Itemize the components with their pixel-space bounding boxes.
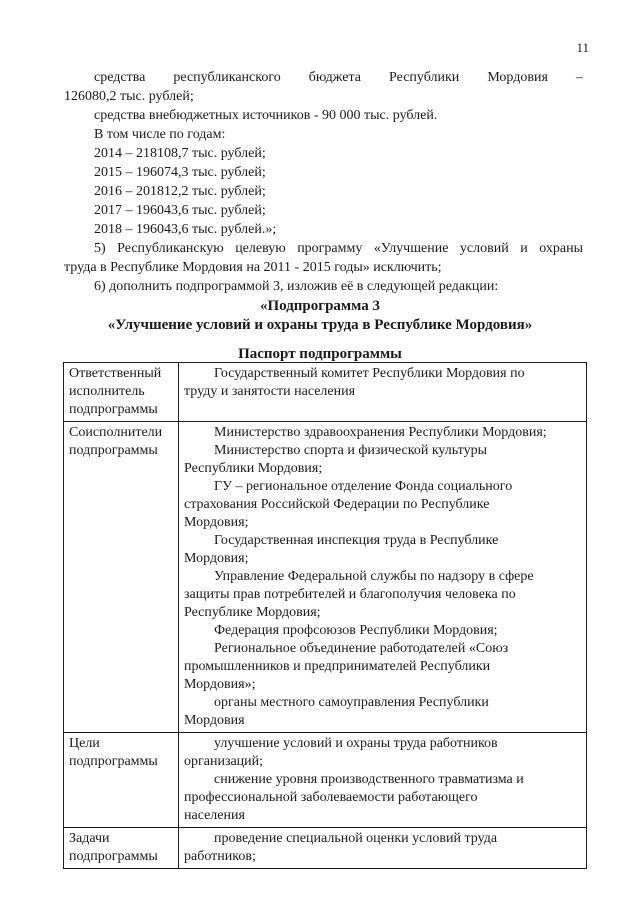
year-line: 2014 – 218108,7 тыс. рублей; bbox=[94, 146, 266, 161]
word: Мордовия bbox=[487, 70, 548, 85]
year-line: 2017 – 196043,6 тыс. рублей; bbox=[94, 203, 266, 218]
row-label bbox=[64, 363, 179, 422]
extrabudget-line: средства внебюджетных источников - 90 000 тыс. рублей. bbox=[94, 108, 438, 123]
list-item bbox=[184, 771, 582, 825]
passport-table bbox=[63, 362, 587, 869]
word: охраны bbox=[539, 241, 583, 256]
value-line: труду и занятости населения bbox=[184, 384, 356, 399]
list-item bbox=[184, 424, 582, 442]
row-label bbox=[64, 422, 179, 733]
value-line: Мордовия; bbox=[184, 515, 249, 530]
by-years-label: В том числе по годам: bbox=[94, 127, 226, 142]
word: Республики bbox=[389, 70, 460, 85]
value-line: промышленников и предпринимателей Республики bbox=[184, 659, 491, 674]
list-item bbox=[184, 532, 582, 568]
word: Республиканскую bbox=[117, 241, 224, 256]
table-row bbox=[64, 733, 587, 828]
value-line: работников; bbox=[184, 849, 256, 864]
item6-line: 6) дополнить подпрограммой 3, изложив её в следующей редакции: bbox=[94, 279, 499, 294]
item5-line bbox=[94, 239, 583, 258]
value-line: органы местного самоуправления Республики bbox=[214, 695, 489, 710]
word: и bbox=[520, 241, 528, 256]
value-line: Управление Федеральной службы по надзору в сфере bbox=[214, 569, 534, 584]
label-line: Цели bbox=[69, 736, 100, 751]
page-number: 11 bbox=[576, 40, 589, 55]
value-line: Мордовия»; bbox=[184, 677, 256, 692]
label-line: Задачи bbox=[69, 831, 110, 846]
budget-amount: 126080,2 тыс. рублей; bbox=[64, 89, 194, 104]
value-line: проведение специальной оценки условий труда bbox=[214, 831, 498, 846]
subprogram-title: «Улучшение условий и охраны труда в Республике Мордовия» bbox=[107, 317, 533, 333]
value-line: ГУ – региональное отделение Фонда социального bbox=[214, 479, 513, 494]
table-row bbox=[64, 422, 587, 733]
word: условий bbox=[459, 241, 509, 256]
label-line: Ответственный bbox=[69, 366, 162, 381]
value-line: Республики Мордовия; bbox=[184, 461, 323, 476]
list-item bbox=[184, 830, 582, 866]
label-line: подпрограммы bbox=[69, 849, 158, 864]
value-line: страхования Российской Федерации по Республике bbox=[184, 497, 490, 512]
passport-title: Паспорт подпрограммы bbox=[238, 346, 402, 362]
row-value bbox=[179, 828, 587, 869]
subprogram-heading: «Подпрограмма 3 bbox=[259, 298, 381, 314]
value-line: Государственная инспекция труда в Республике bbox=[214, 533, 499, 548]
row-value bbox=[179, 733, 587, 828]
value-line: Республике Мордовия; bbox=[184, 605, 321, 620]
list-item bbox=[184, 694, 582, 730]
value-line: снижение уровня производственного травматизма и bbox=[214, 772, 524, 787]
year-line: 2016 – 201812,2 тыс. рублей; bbox=[94, 184, 266, 199]
value-line: населения bbox=[184, 808, 245, 823]
word: – bbox=[575, 70, 583, 85]
row-value bbox=[179, 422, 587, 733]
label-line: Соисполнители bbox=[69, 425, 163, 440]
value-line: организаций; bbox=[184, 754, 264, 769]
word: средства bbox=[94, 70, 146, 85]
table-row bbox=[64, 363, 587, 422]
value-line: Мордовия; bbox=[184, 551, 249, 566]
value-line: Мордовия bbox=[184, 713, 245, 728]
value-line: улучшение условий и охраны труда работников bbox=[214, 736, 498, 751]
word: «Улучшение bbox=[373, 241, 449, 256]
list-item bbox=[184, 735, 582, 771]
list-item bbox=[184, 442, 582, 478]
year-line: 2018 – 196043,6 тыс. рублей.»; bbox=[94, 222, 277, 237]
value-line: защиты прав потребителей и благополучия человека по bbox=[184, 587, 516, 602]
label-line: исполнитель bbox=[69, 384, 145, 399]
value-line: Федерация профсоюзов Республики Мордовия; bbox=[214, 623, 498, 638]
row-label bbox=[64, 733, 179, 828]
label-line: подпрограммы bbox=[69, 754, 158, 769]
word: республиканского bbox=[173, 70, 281, 85]
year-line: 2015 – 196074,3 тыс. рублей; bbox=[94, 165, 266, 180]
list-item bbox=[184, 478, 582, 532]
word: программу bbox=[297, 241, 363, 256]
item5-continuation: труда в Республике Мордовия на 2011 - 2015 годы» исключить; bbox=[64, 260, 442, 275]
value-line: Государственный комитет Республики Мордовия по bbox=[214, 366, 525, 381]
word: 5) bbox=[94, 241, 106, 256]
value-line: Министерство спорта и физической культуры bbox=[214, 443, 487, 458]
label-line: подпрограммы bbox=[69, 443, 158, 458]
word: бюджета bbox=[308, 70, 361, 85]
value-line: Региональное объединение работодателей «Союз bbox=[214, 641, 509, 656]
label-line: подпрограммы bbox=[69, 402, 158, 417]
list-item bbox=[184, 568, 582, 622]
word: целевую bbox=[235, 241, 286, 256]
row-label bbox=[64, 828, 179, 869]
table-row bbox=[64, 828, 587, 869]
budget-line bbox=[94, 68, 583, 87]
list-item bbox=[184, 640, 582, 694]
row-value bbox=[179, 363, 587, 422]
list-item bbox=[184, 622, 582, 640]
value-line: профессиональной заболеваемости работающего bbox=[184, 790, 478, 805]
document-body bbox=[64, 68, 583, 296]
value-line: Министерство здравоохранения Республики Мордовия; bbox=[214, 425, 547, 440]
